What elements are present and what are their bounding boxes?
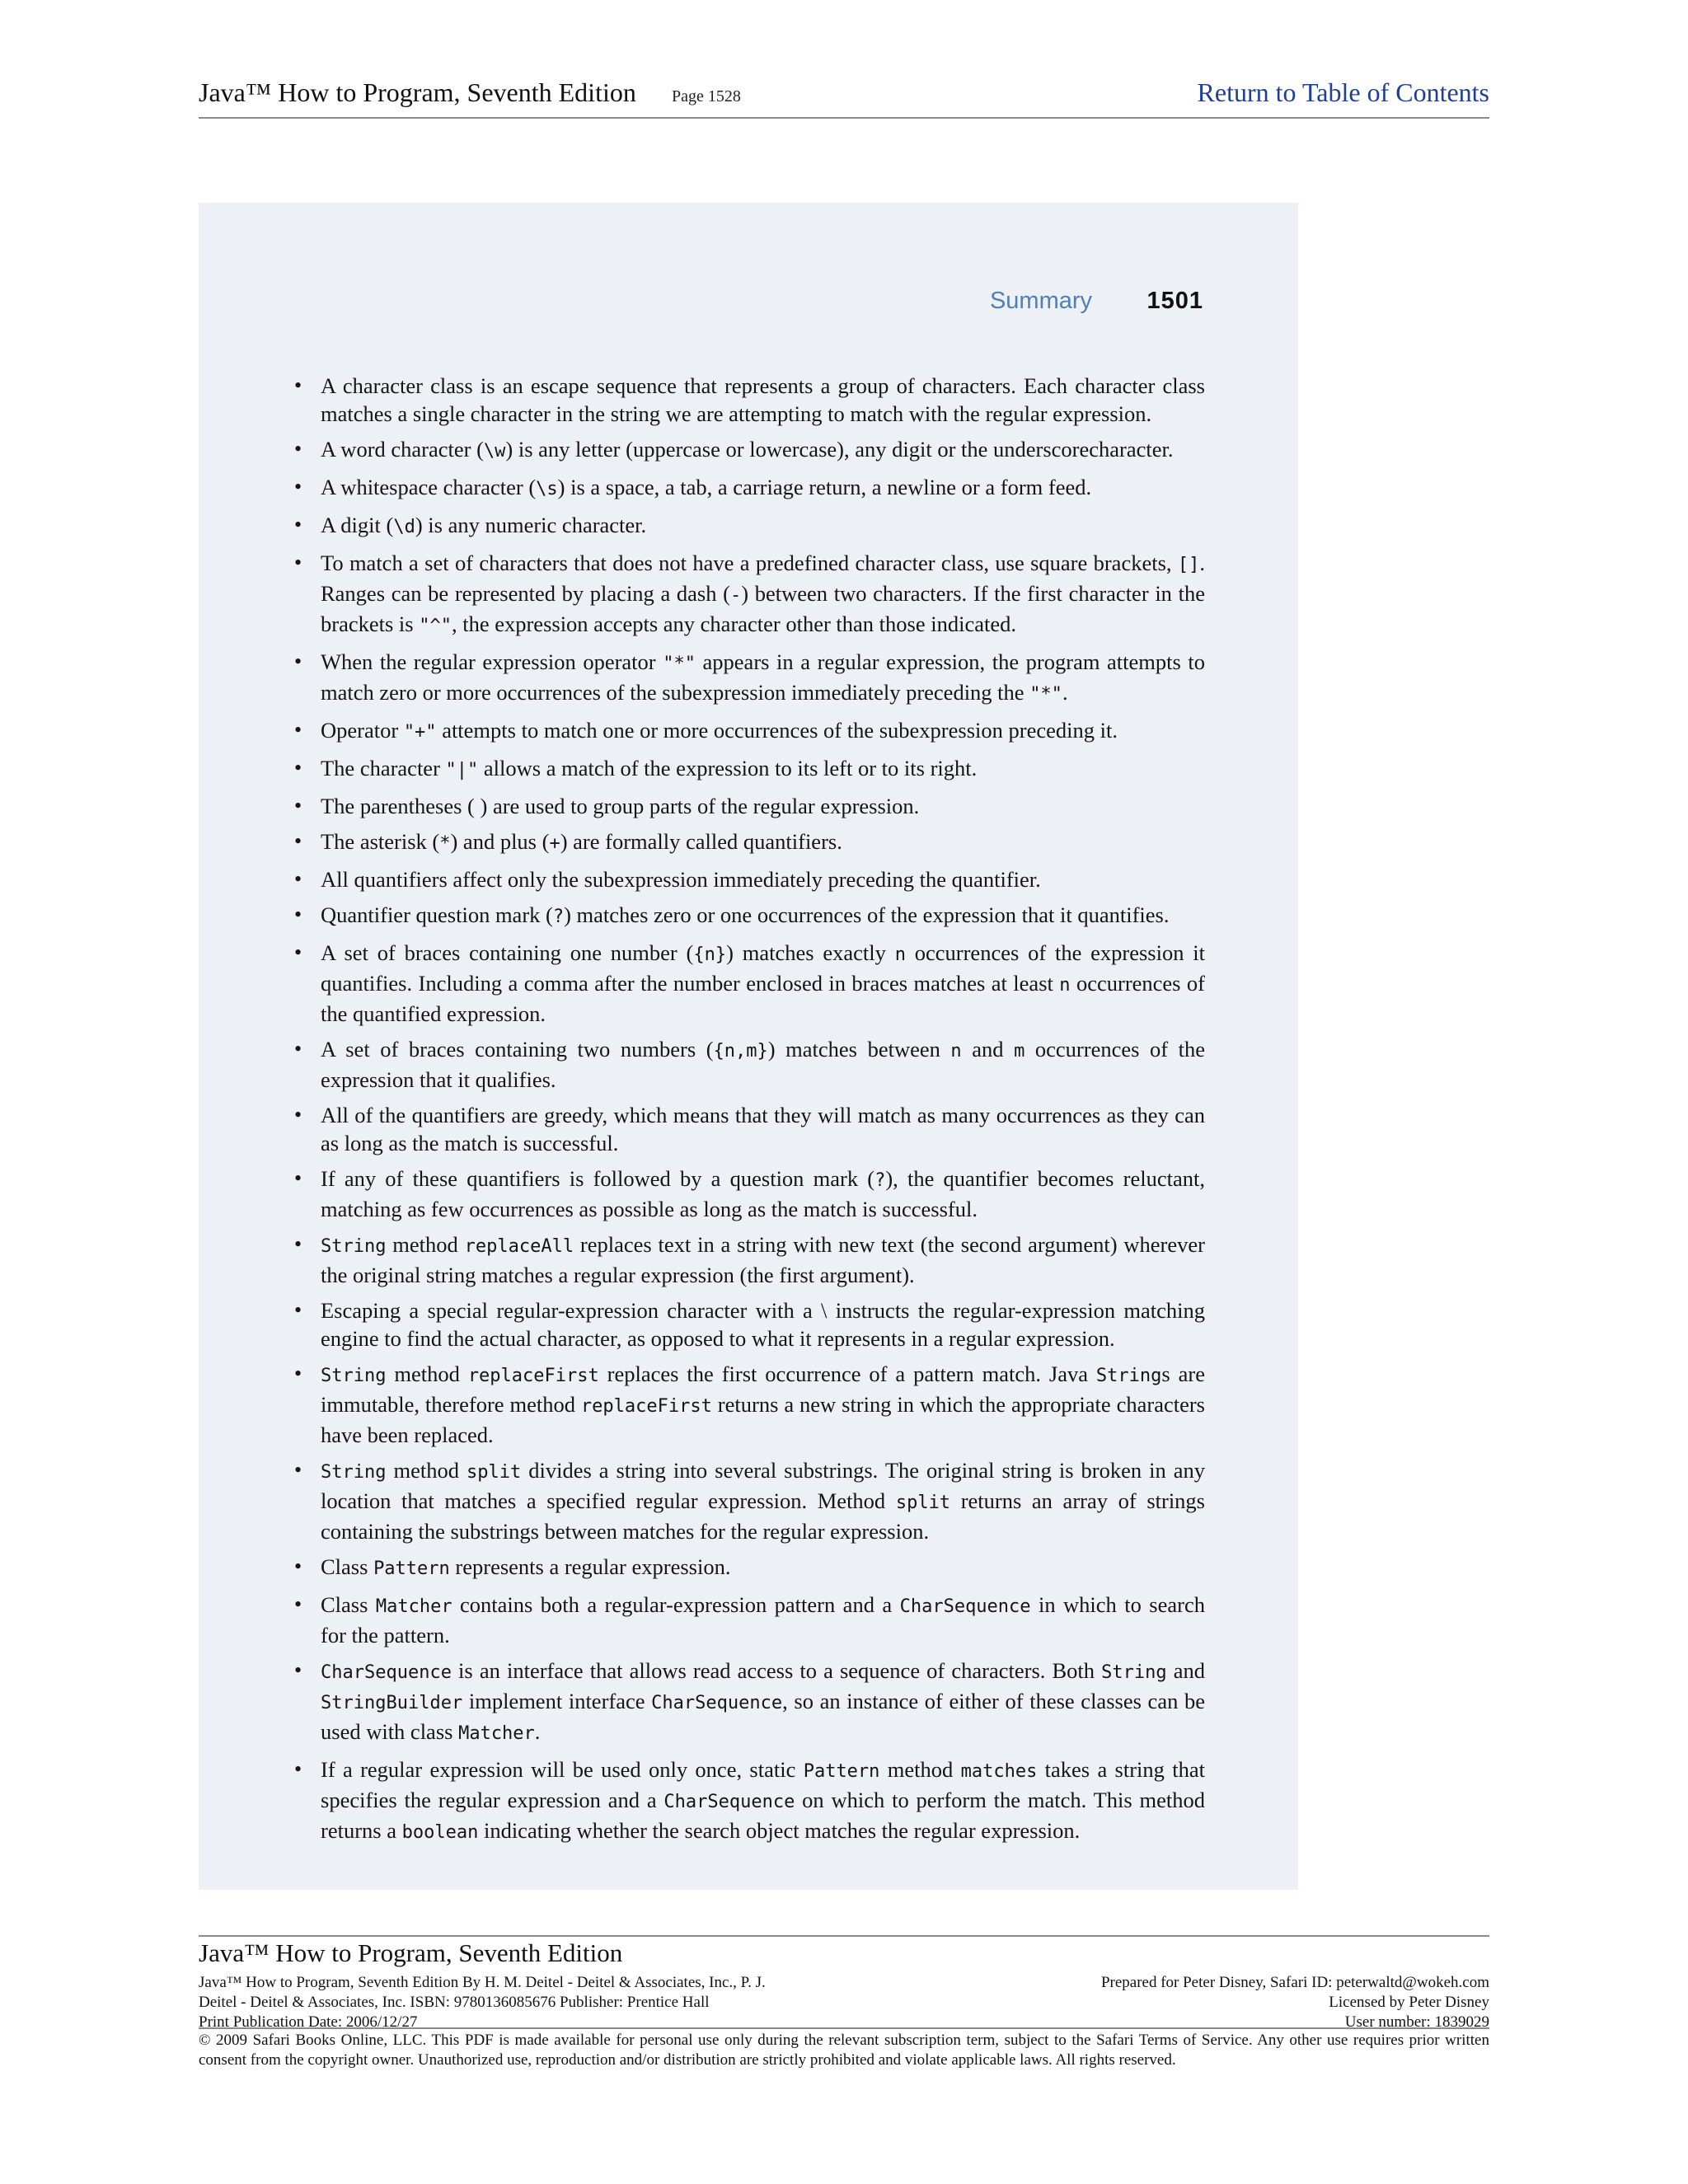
inline-code: \w xyxy=(483,441,506,462)
inline-code: - xyxy=(730,585,742,606)
summary-bullet-item xyxy=(294,827,1205,858)
summary-text: A digit ( xyxy=(321,513,394,537)
inline-code: boolean xyxy=(401,1822,479,1843)
summary-bullet-item xyxy=(294,1101,1205,1157)
bullet-mark: • xyxy=(294,867,302,891)
bullet-mark: • xyxy=(294,1592,302,1616)
summary-bullet-item xyxy=(294,1456,1205,1545)
summary-bullet-item xyxy=(294,1591,1205,1649)
summary-text: ) are formally called quantifiers. xyxy=(560,829,842,854)
inline-code: replaceFirst xyxy=(580,1396,712,1417)
summary-text: occurrences of the quantified expression. xyxy=(321,971,1205,1026)
bullet-mark: • xyxy=(294,1658,302,1682)
summary-text: Quantifier question mark ( xyxy=(321,902,553,927)
inline-code: \s xyxy=(536,479,558,499)
footer-publication-line: Deitel - Deitel & Associates, Inc. ISBN: 9780136085676 Publisher: Prentice Hall xyxy=(199,1994,710,2011)
summary-text: Operator xyxy=(321,718,404,743)
inline-code: CharSequence xyxy=(663,1792,795,1812)
inline-code: Pattern xyxy=(373,1558,450,1579)
footer xyxy=(199,1935,1489,2069)
summary-text: implement interface xyxy=(462,1689,652,1713)
footer-license-line: Prepared for Peter Disney, Safari ID: peterwaltd@wokeh.com xyxy=(1100,1974,1489,1991)
bullet-mark: • xyxy=(294,649,302,673)
summary-bullet-item xyxy=(294,1360,1205,1449)
summary-text: The character xyxy=(321,756,446,780)
summary-bullet-item xyxy=(294,473,1205,504)
summary-text: and xyxy=(961,1037,1015,1062)
summary-text: is an interface that allows read access to a sequence of characters. Both xyxy=(451,1658,1102,1683)
inline-code: * xyxy=(439,833,451,854)
summary-text: represents a regular expression. xyxy=(449,1554,731,1579)
summary-text: , so an instance of either of these classes can be used with class xyxy=(321,1689,1205,1744)
summary-text: A set of braces containing two numbers ( xyxy=(321,1037,714,1062)
bullet-mark: • xyxy=(294,718,302,742)
bullet-mark: • xyxy=(294,1037,302,1061)
summary-bullet-item xyxy=(294,1553,1205,1583)
running-head-section: Summary xyxy=(989,288,1093,314)
footer-publication-info xyxy=(199,1973,766,2032)
inline-code: split xyxy=(466,1462,522,1483)
summary-text: A word character ( xyxy=(321,437,484,462)
summary-text: takes a string that specifies the regular expression and a xyxy=(321,1757,1205,1812)
summary-text: , the expression accepts any character other than those indicated. xyxy=(451,612,1016,636)
summary-text: ) is any numeric character. xyxy=(415,513,647,537)
summary-text: returns an array of strings containing the substrings between matches for the regular expression. xyxy=(321,1488,1205,1544)
bullet-mark: • xyxy=(294,513,302,537)
inline-code: CharSequence xyxy=(651,1693,783,1713)
inline-code: "^" xyxy=(419,616,452,636)
running-head-page-number: 1501 xyxy=(1146,288,1203,314)
summary-bullet-item xyxy=(294,1035,1205,1094)
footer-license-info xyxy=(1101,1973,1489,2032)
bullet-mark: • xyxy=(294,551,302,574)
summary-bullet-item xyxy=(294,865,1205,893)
inline-code: replaceFirst xyxy=(467,1366,599,1386)
inline-code: Pattern xyxy=(803,1761,880,1782)
inline-code: Matcher xyxy=(375,1596,452,1617)
summary-text: allows a match of the expression to its left or to its right. xyxy=(478,756,978,780)
inline-code: CharSequence xyxy=(899,1596,1031,1617)
footer-copyright: © 2009 Safari Books Online, LLC. This PDF is made available for personal use only during the relevant subscription term, subject to the Safari Terms of Service. Any other use requires prior written consent from the copyright owner. Unauthorized use, reproduction and/or distribution are strictly prohibited and violate applicable laws. All rights reserved. xyxy=(199,2027,1489,2070)
bullet-mark: • xyxy=(294,756,302,780)
inline-code: String xyxy=(321,1462,387,1483)
summary-text: occurrences of the expression that it qualifies. xyxy=(321,1037,1206,1092)
footer-book-title: Java™ How to Program, Seventh Edition xyxy=(199,1938,623,1967)
inline-code: replaceAll xyxy=(464,1236,574,1257)
inline-code: "*" xyxy=(1029,684,1062,705)
book-page xyxy=(199,203,1298,1890)
summary-text: A set of braces containing one number ( xyxy=(321,940,694,965)
inline-code: Matcher xyxy=(458,1723,535,1744)
summary-text: If a regular expression will be used only once, static xyxy=(321,1757,804,1782)
summary-bullet-item xyxy=(294,939,1205,1028)
summary-text: All of the quantifiers are greedy, which means that they will match as many occurrences as they can as long as the match is successful. xyxy=(321,1103,1205,1155)
bullet-mark: • xyxy=(294,829,302,853)
summary-text: replaces text in a string with new text (the second argument) wherever the original string matches a regular expression (the first argument). xyxy=(321,1232,1205,1287)
summary-text: attempts to match one or more occurrences of the subexpression preceding it. xyxy=(436,718,1118,743)
summary-text: on which to perform the match. This method returns a xyxy=(321,1788,1206,1843)
summary-text: ) and plus ( xyxy=(450,829,550,854)
summary-text: All quantifiers affect only the subexpression immediately preceding the quantifier. xyxy=(321,867,1041,892)
inline-code: n xyxy=(894,944,906,965)
book-title: Java™ How to Program, Seventh Edition xyxy=(199,77,636,107)
bullet-mark: • xyxy=(294,1166,302,1190)
inline-code: matches xyxy=(960,1761,1038,1782)
bullet-mark: • xyxy=(294,1554,302,1578)
summary-text: ) is a space, a tab, a carriage return, a newline or a form feed. xyxy=(557,475,1092,499)
summary-text: . xyxy=(1062,680,1068,705)
summary-text: . xyxy=(534,1719,541,1744)
inline-code: {n} xyxy=(693,944,727,965)
summary-text: ) matches between xyxy=(767,1037,951,1062)
bullet-mark: • xyxy=(294,373,302,397)
inline-code: + xyxy=(549,833,560,854)
footer-license-line: Licensed by Peter Disney xyxy=(1329,1994,1489,2011)
bullet-mark: • xyxy=(294,1361,302,1385)
inline-code: "|" xyxy=(445,760,479,780)
inline-code: m xyxy=(1014,1041,1025,1062)
summary-text: . Ranges can be represented by placing a dash ( xyxy=(321,551,1205,606)
summary-text: ) between two characters. If the first character in the brackets is xyxy=(321,581,1205,636)
summary-bullet-item xyxy=(294,716,1205,747)
page-number-label: Page 1528 xyxy=(672,87,741,105)
inline-code: {n,m} xyxy=(713,1041,768,1062)
summary-text: occurrences of the expression it quantifies. Including a comma after the number enclosed in braces matches at least xyxy=(321,940,1205,996)
summary-bullet-item xyxy=(294,511,1205,541)
inline-code: String xyxy=(1101,1662,1167,1683)
summary-text: ) is any letter (uppercase or lowercase), any digit or the underscorecharacter. xyxy=(505,437,1174,462)
summary-bullet-item xyxy=(294,549,1205,640)
bullet-mark: • xyxy=(294,940,302,964)
summary-text: method xyxy=(386,1361,468,1386)
inline-code: n xyxy=(950,1041,962,1062)
summary-bullet-item xyxy=(294,901,1205,931)
top-header xyxy=(199,76,1489,119)
inline-code: split xyxy=(895,1493,951,1513)
summary-text: ) matches zero or one occurrences of the expression that it quantifies. xyxy=(564,902,1170,927)
summary-bullet-item xyxy=(294,1296,1205,1352)
summary-text: Class xyxy=(321,1592,376,1617)
running-head xyxy=(990,288,1203,315)
bullet-mark: • xyxy=(294,1298,302,1322)
summary-text: ), the quantifier becomes reluctant, matching as few occurrences as possible as long as the match is successful. xyxy=(321,1166,1205,1221)
summary-text: A whitespace character ( xyxy=(321,475,537,499)
summary-text: When the regular expression operator xyxy=(321,649,663,674)
summary-text: method xyxy=(386,1458,467,1483)
summary-text: method xyxy=(386,1232,465,1257)
footer-publication-line: Print Publication Date: 2006/12/27 xyxy=(199,2013,418,2031)
bullet-mark: • xyxy=(294,475,302,499)
summary-text: The parentheses ( ) are used to group parts of the regular expression. xyxy=(321,794,920,818)
summary-text: To match a set of characters that does not have a predefined character class, use square brackets, xyxy=(321,551,1178,575)
summary-bullet-list xyxy=(294,372,1205,1854)
summary-text: divides a string into several substrings. The original string is broken in any location that matches a specified regular expression. Method xyxy=(321,1458,1205,1513)
bullet-mark: • xyxy=(294,1232,302,1256)
summary-bullet-item xyxy=(294,1230,1205,1289)
inline-code: CharSequence xyxy=(321,1662,452,1683)
summary-text: s are immutable, therefore method xyxy=(321,1361,1205,1417)
summary-bullet-item xyxy=(294,1657,1205,1748)
footer-license-line: User number: 1839029 xyxy=(1344,2013,1489,2031)
inline-code: n xyxy=(1059,975,1071,996)
inline-code: "*" xyxy=(663,654,696,674)
summary-bullet-item xyxy=(294,792,1205,820)
bullet-mark: • xyxy=(294,1103,302,1127)
summary-text: A character class is an escape sequence that represents a group of characters. Each character class matches a single character in the string we are attempting to match with the regular expression. xyxy=(321,373,1205,426)
summary-bullet-item xyxy=(294,648,1205,709)
summary-text: Escaping a special regular-expression character with a \ instructs the regular-expression matching engine to find the actual character, as opposed to what it represents in a regular expression. xyxy=(321,1298,1205,1351)
inline-code: String xyxy=(321,1236,387,1257)
inline-code: [] xyxy=(1177,555,1200,575)
bullet-mark: • xyxy=(294,437,302,461)
summary-text: returns a new string in which the appropriate characters have been replaced. xyxy=(321,1392,1205,1447)
summary-text: The asterisk ( xyxy=(321,829,440,854)
summary-bullet-item xyxy=(294,372,1205,428)
inline-code: ? xyxy=(552,907,565,927)
summary-bullet-item xyxy=(294,1165,1205,1223)
inline-code: \d xyxy=(393,517,415,537)
return-to-toc-link[interactable]: Return to Table of Contents xyxy=(1197,77,1489,107)
bullet-mark: • xyxy=(294,902,302,926)
summary-bullet-item xyxy=(294,754,1205,785)
bullet-mark: • xyxy=(294,1458,302,1482)
summary-text: ) matches exactly xyxy=(726,940,895,965)
inline-code: String xyxy=(1095,1366,1162,1386)
summary-bullet-item xyxy=(294,1755,1205,1847)
summary-text: contains both a regular-expression pattern and a xyxy=(452,1592,900,1617)
inline-code: StringBuilder xyxy=(321,1693,463,1713)
inline-code: "+" xyxy=(403,722,437,743)
summary-text: If any of these quantifiers is followed by a question mark ( xyxy=(321,1166,875,1191)
summary-text: indicating whether the search object matches the regular expression. xyxy=(478,1818,1081,1843)
summary-text: in which to search for the pattern. xyxy=(321,1592,1205,1647)
inline-code: ? xyxy=(874,1170,886,1191)
bullet-mark: • xyxy=(294,794,302,818)
inline-code: String xyxy=(321,1366,387,1386)
summary-text: method xyxy=(879,1757,961,1782)
summary-bullet-item xyxy=(294,435,1205,466)
summary-text: replaces the first occurrence of a pattern match. Java xyxy=(598,1361,1096,1386)
summary-text: appears in a regular expression, the program attempts to match zero or more occurrences of the subexpression immediately preceding the xyxy=(321,649,1205,705)
summary-text: Class xyxy=(321,1554,374,1579)
bullet-mark: • xyxy=(294,1757,302,1781)
footer-publication-line: Java™ How to Program, Seventh Edition By H. M. Deitel - Deitel & Associates, Inc., P. J. xyxy=(199,1974,766,1991)
summary-text: and xyxy=(1166,1658,1205,1683)
